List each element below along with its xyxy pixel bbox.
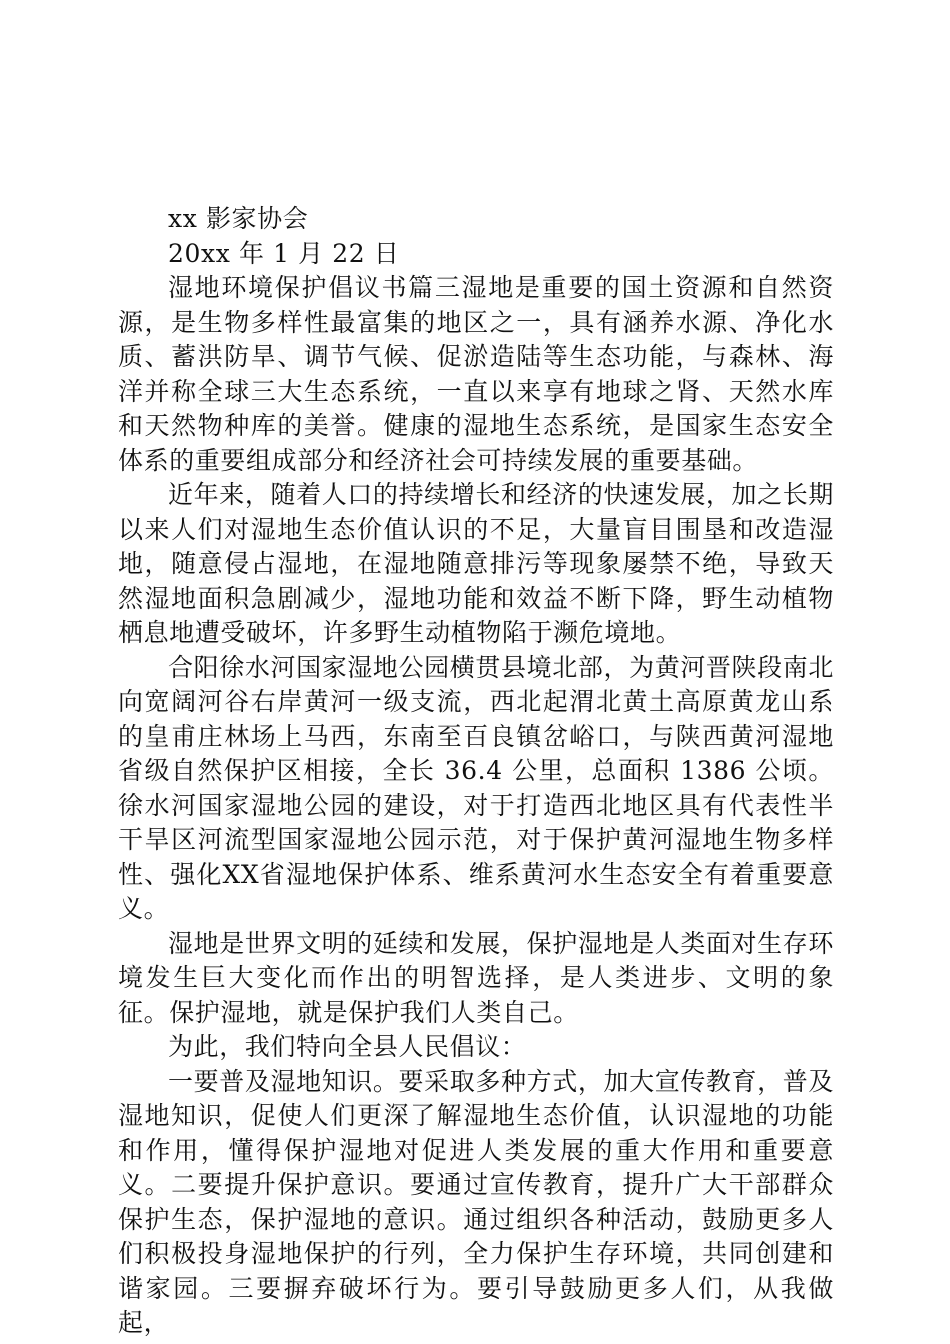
- paragraph-5: 为此，我们特向全县人民倡议：: [168, 1032, 527, 1061]
- signature-organization: xx 影家协会: [168, 204, 309, 233]
- paragraph-6: 一要普及湿地知识。要采取多种方式，加大宣传教育，普及湿地知识，促使人们更深了解湿地生态价值，认识湿地的功能和作用，懂得保护湿地对促进人类发展的重大作用和重要意义。二要提升保护意识。要通过宣传教育，提升广大干部群众保护生态，保护湿地的意识。通过组织各种活动，鼓励更多人们积极投身湿地保护的行列，全力保护生存环境，共同创建和谐家园。三要摒弃破坏行为。要引导鼓励更多人们，从我做起，: [118, 1066, 834, 1337]
- paragraph-4: 湿地是世界文明的延续和发展，保护湿地是人类面对生存环境发生巨大变化而作出的明智选择，是人类进步、文明的象征。保护湿地，就是保护我们人类自己。: [118, 928, 834, 1027]
- signature-date: 20xx 年 1 月 22 日: [168, 238, 400, 268]
- document-body: [118, 202, 834, 1341]
- paragraph-2: 近年来，随着人口的持续增长和经济的快速发展，加之长期以来人们对湿地生态价值认识的不足，大量盲目围垦和改造湿地，随意侵占湿地，在湿地随意排污等现象屡禁不绝，导致天然湿地面积急剧减少，湿地功能和效益不断下降，野生动植物栖息地遭受破坏，许多野生动植物陷于濒危境地。: [118, 480, 834, 647]
- paragraph-3: 合阳徐水河国家湿地公园横贯县境北部，为黄河晋陕段南北向宽阔河谷右岸黄河一级支流，西北起渭北黄土高原黄龙山系的皇甫庄林场上马西，东南至百良镇岔峪口，与陕西黄河湿地省级自然保护区相接，全长 36.4 公里，总面积 1386 公顷。徐水河国家湿地公园的建设，对于打造西北地区具有代表性半干旱区河流型国家湿地公园示范，对于保护黄河湿地生物多样性、强化XX省湿地保护体系、维系黄河水生态安全有着重要意义。: [118, 652, 834, 923]
- paragraph-1: 湿地环境保护倡议书篇三湿地是重要的国土资源和自然资源，是生物多样性最富集的地区之一，具有涵养水源、净化水质、蓄洪防旱、调节气候、促淤造陆等生态功能，与森林、海洋并称全球三大生态系统，一直以来享有地球之肾、天然水库和天然物种库的美誉。健康的湿地生态系统，是国家生态安全体系的重要组成部分和经济社会可持续发展的重要基础。: [118, 273, 834, 475]
